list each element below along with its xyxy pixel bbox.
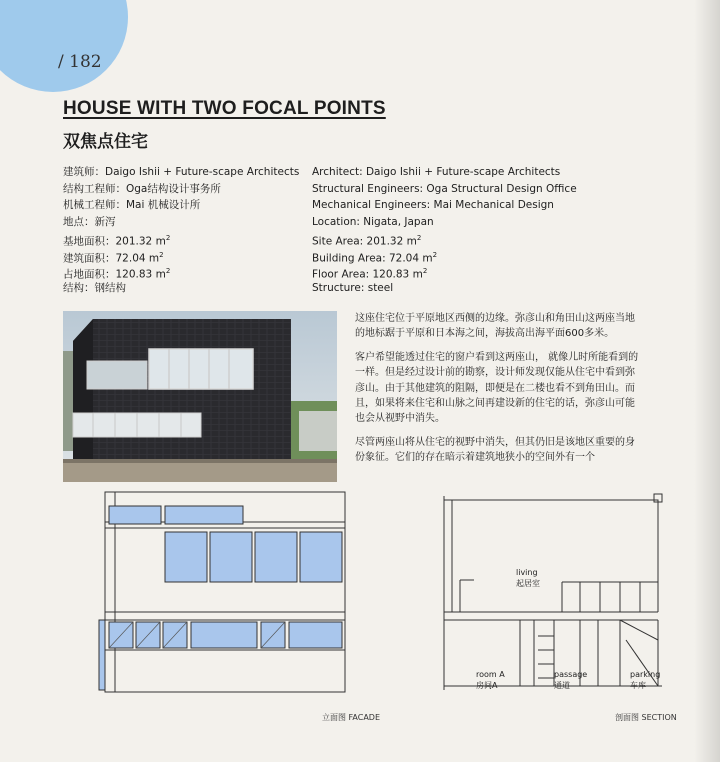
credit-building-area-en: Building Area: 72.04 $m^2$ bbox=[312, 250, 438, 264]
section-caption: 剖面图 SECTION bbox=[615, 713, 677, 722]
facade-caption: 立面图 FACADE bbox=[322, 713, 381, 722]
credits-chinese bbox=[63, 164, 299, 296]
credit-architect-cn: 建筑师：Daigo Ishii + Future-scape Architects bbox=[63, 166, 300, 178]
section-label-passage-en: passage bbox=[554, 670, 588, 679]
credit-location-en: Location: Nigata, Japan bbox=[312, 215, 434, 228]
credit-mechanical-en: Mechanical Engineers: Mai Mechanical Design bbox=[312, 199, 554, 211]
page-number: / 182 bbox=[58, 52, 102, 72]
body-paragraph: 客户希望能透过住宅的窗户看到这两座山， 就像儿时所能看到的一样。但是经过设计前的勘察，设计师发现仅能从住宅中看到弥彦山。由于其他建筑的阻隔，即便是在二楼也看不到角田山。而且，如果将来住宅和山脉之间再建设新的住宅的话，弥彦山可能也会从视野中消失。 bbox=[355, 351, 639, 425]
credits-english bbox=[312, 164, 577, 296]
binding-shadow bbox=[694, 0, 720, 762]
body-paragraph: 这座住宅位于平原地区西侧的边缘。弥彦山和角田山这两座当地的地标踞于平原和日本海之间，海拔高出海平面600多米。 bbox=[355, 313, 635, 340]
section-drawing bbox=[430, 490, 670, 710]
credit-structural-cn: 结构工程师：Oga结构设计事务所 bbox=[63, 182, 221, 195]
section-label-living-en: living bbox=[516, 568, 538, 577]
title-chinese: 双焦点住宅 bbox=[63, 132, 148, 152]
body-text bbox=[355, 311, 640, 474]
section-label-passage-cn: 通道 bbox=[554, 681, 570, 690]
credit-structural-en: Structural Engineers: Oga Structural Design Office bbox=[312, 182, 577, 195]
section-label-room-en: room A bbox=[476, 670, 505, 679]
credit-floor-area-en: Floor Area: 120.83 $m^2$ bbox=[312, 267, 428, 281]
house-photo bbox=[63, 311, 337, 482]
corner-decoration-circle bbox=[0, 0, 128, 92]
body-paragraph: 尽管两座山将从住宅的视野中消失，但其仍旧是该地区重要的身份象征。它们的存在暗示着建筑地狭小的空间外有一个 bbox=[355, 436, 635, 464]
credit-structure-cn: 结构：钢结构 bbox=[63, 281, 126, 294]
credit-building-area-cn: 建筑面积：72.04 $m^2$ bbox=[63, 250, 164, 264]
credit-structure-en: Structure: steel bbox=[312, 281, 394, 294]
credit-floor-area-cn: 占地面积：120.83 $m^2$ bbox=[63, 267, 171, 281]
credit-location-cn: 地点：新泻 bbox=[63, 215, 116, 228]
title-english: HOUSE WITH TWO FOCAL POINTS bbox=[63, 98, 386, 119]
credit-mechanical-cn: 机械工程师：Mai 机械设计所 bbox=[63, 199, 201, 211]
credit-architect-en: Architect: Daigo Ishii + Future-scape Architects bbox=[312, 166, 561, 178]
section-label-parking-en: parking bbox=[630, 670, 661, 679]
section-label-room-cn: 房间A bbox=[476, 681, 498, 690]
facade-drawing bbox=[95, 490, 355, 710]
section-label-parking-cn: 车库 bbox=[630, 681, 646, 690]
section-label-living-cn: 起居室 bbox=[516, 579, 540, 588]
credit-site-area-cn: 基地面积：201.32 $m^2$ bbox=[63, 234, 171, 248]
credit-site-area-en: Site Area: 201.32 $m^2$ bbox=[312, 234, 422, 248]
